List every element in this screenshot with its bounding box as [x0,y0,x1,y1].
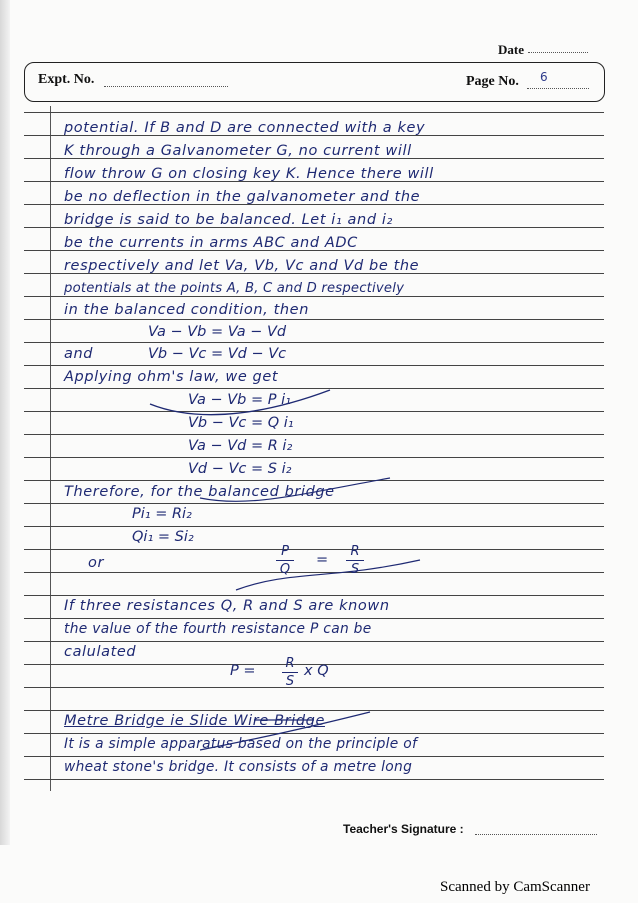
pen-curve-mark [200,712,370,750]
metre-bridge-heading: Metre Bridge ie Slide Wire Bridge [64,713,325,729]
date-label: Date [498,42,524,57]
camscanner-watermark: Scanned by CamScanner [440,879,590,895]
text-line-4: be no deflection in the galvanometer and the [64,189,421,205]
text-line-3: flow throw G on closing key K. Hence there will [64,166,434,182]
text-line-9: in the balanced condition, then [64,302,309,318]
applying-line: Applying ohm's law, we get [64,369,279,385]
value-of-line: the value of the fourth resistance P can be [64,621,372,637]
or-label: or [88,555,105,571]
fraction-numerator: R [350,544,360,559]
calculated-line: calulated [64,644,137,660]
fraction-denominator: S [350,562,360,577]
if-three-line: If three resistances Q, R and S are known [64,598,390,614]
text-line-6: be the currents in arms ABC and ADC [64,235,358,251]
page-no-value: 6 [540,70,548,84]
fraction-numerator: R [285,656,295,671]
equation-7: Pi₁ = Ri₂ [132,506,192,522]
page-no-label: Page No. [466,74,519,89]
text-line-8: potentials at the points A, B, C and D respectively [64,281,405,296]
and-label: and [64,346,94,362]
pen-curve-mark [236,560,420,590]
text-line-1: potential. If B and D are connected with a key [64,120,426,136]
expt-label: Expt. No. [38,72,95,87]
equation-6: Vd − Vc = S i₂ [188,461,292,477]
equation-3: Va − Vb = P i₁ [188,392,291,408]
equation-5: Va − Vd = R i₂ [188,438,293,454]
text-line-2: K through a Galvanometer G, no current will [64,143,412,159]
equation-1: Va − Vb = Va − Vd [148,324,287,340]
teacher-signature-label: Teacher's Signature : [343,822,464,836]
equation-2: Vb − Vc = Vd − Vc [148,346,287,362]
fraction-equals: = [316,552,329,568]
equation-8: Qi₁ = Si₂ [132,529,194,545]
pen-curve-mark [150,390,330,415]
pen-curve-mark [200,478,390,501]
signature-dots [475,834,597,835]
equation-4: Vb − Vc = Q i₁ [188,415,294,431]
simple-apparatus-line: It is a simple apparatus based on the principle of [64,736,418,752]
wheatstone-line: wheat stone's bridge. It consists of a metre long [64,759,413,775]
fraction-denominator: Q [279,562,291,577]
fraction-numerator: P [281,544,289,559]
p-equation-left: P = [230,663,256,679]
text-line-5: bridge is said to be balanced. Let i₁ and i₂ [64,212,393,228]
p-equation-right: x Q [304,663,329,679]
therefore-line: Therefore, for the balanced bridge [64,484,335,500]
text-line-7: respectively and let Va, Vb, Vc and Vd be the [64,258,420,274]
fraction-denominator: S [285,674,295,689]
